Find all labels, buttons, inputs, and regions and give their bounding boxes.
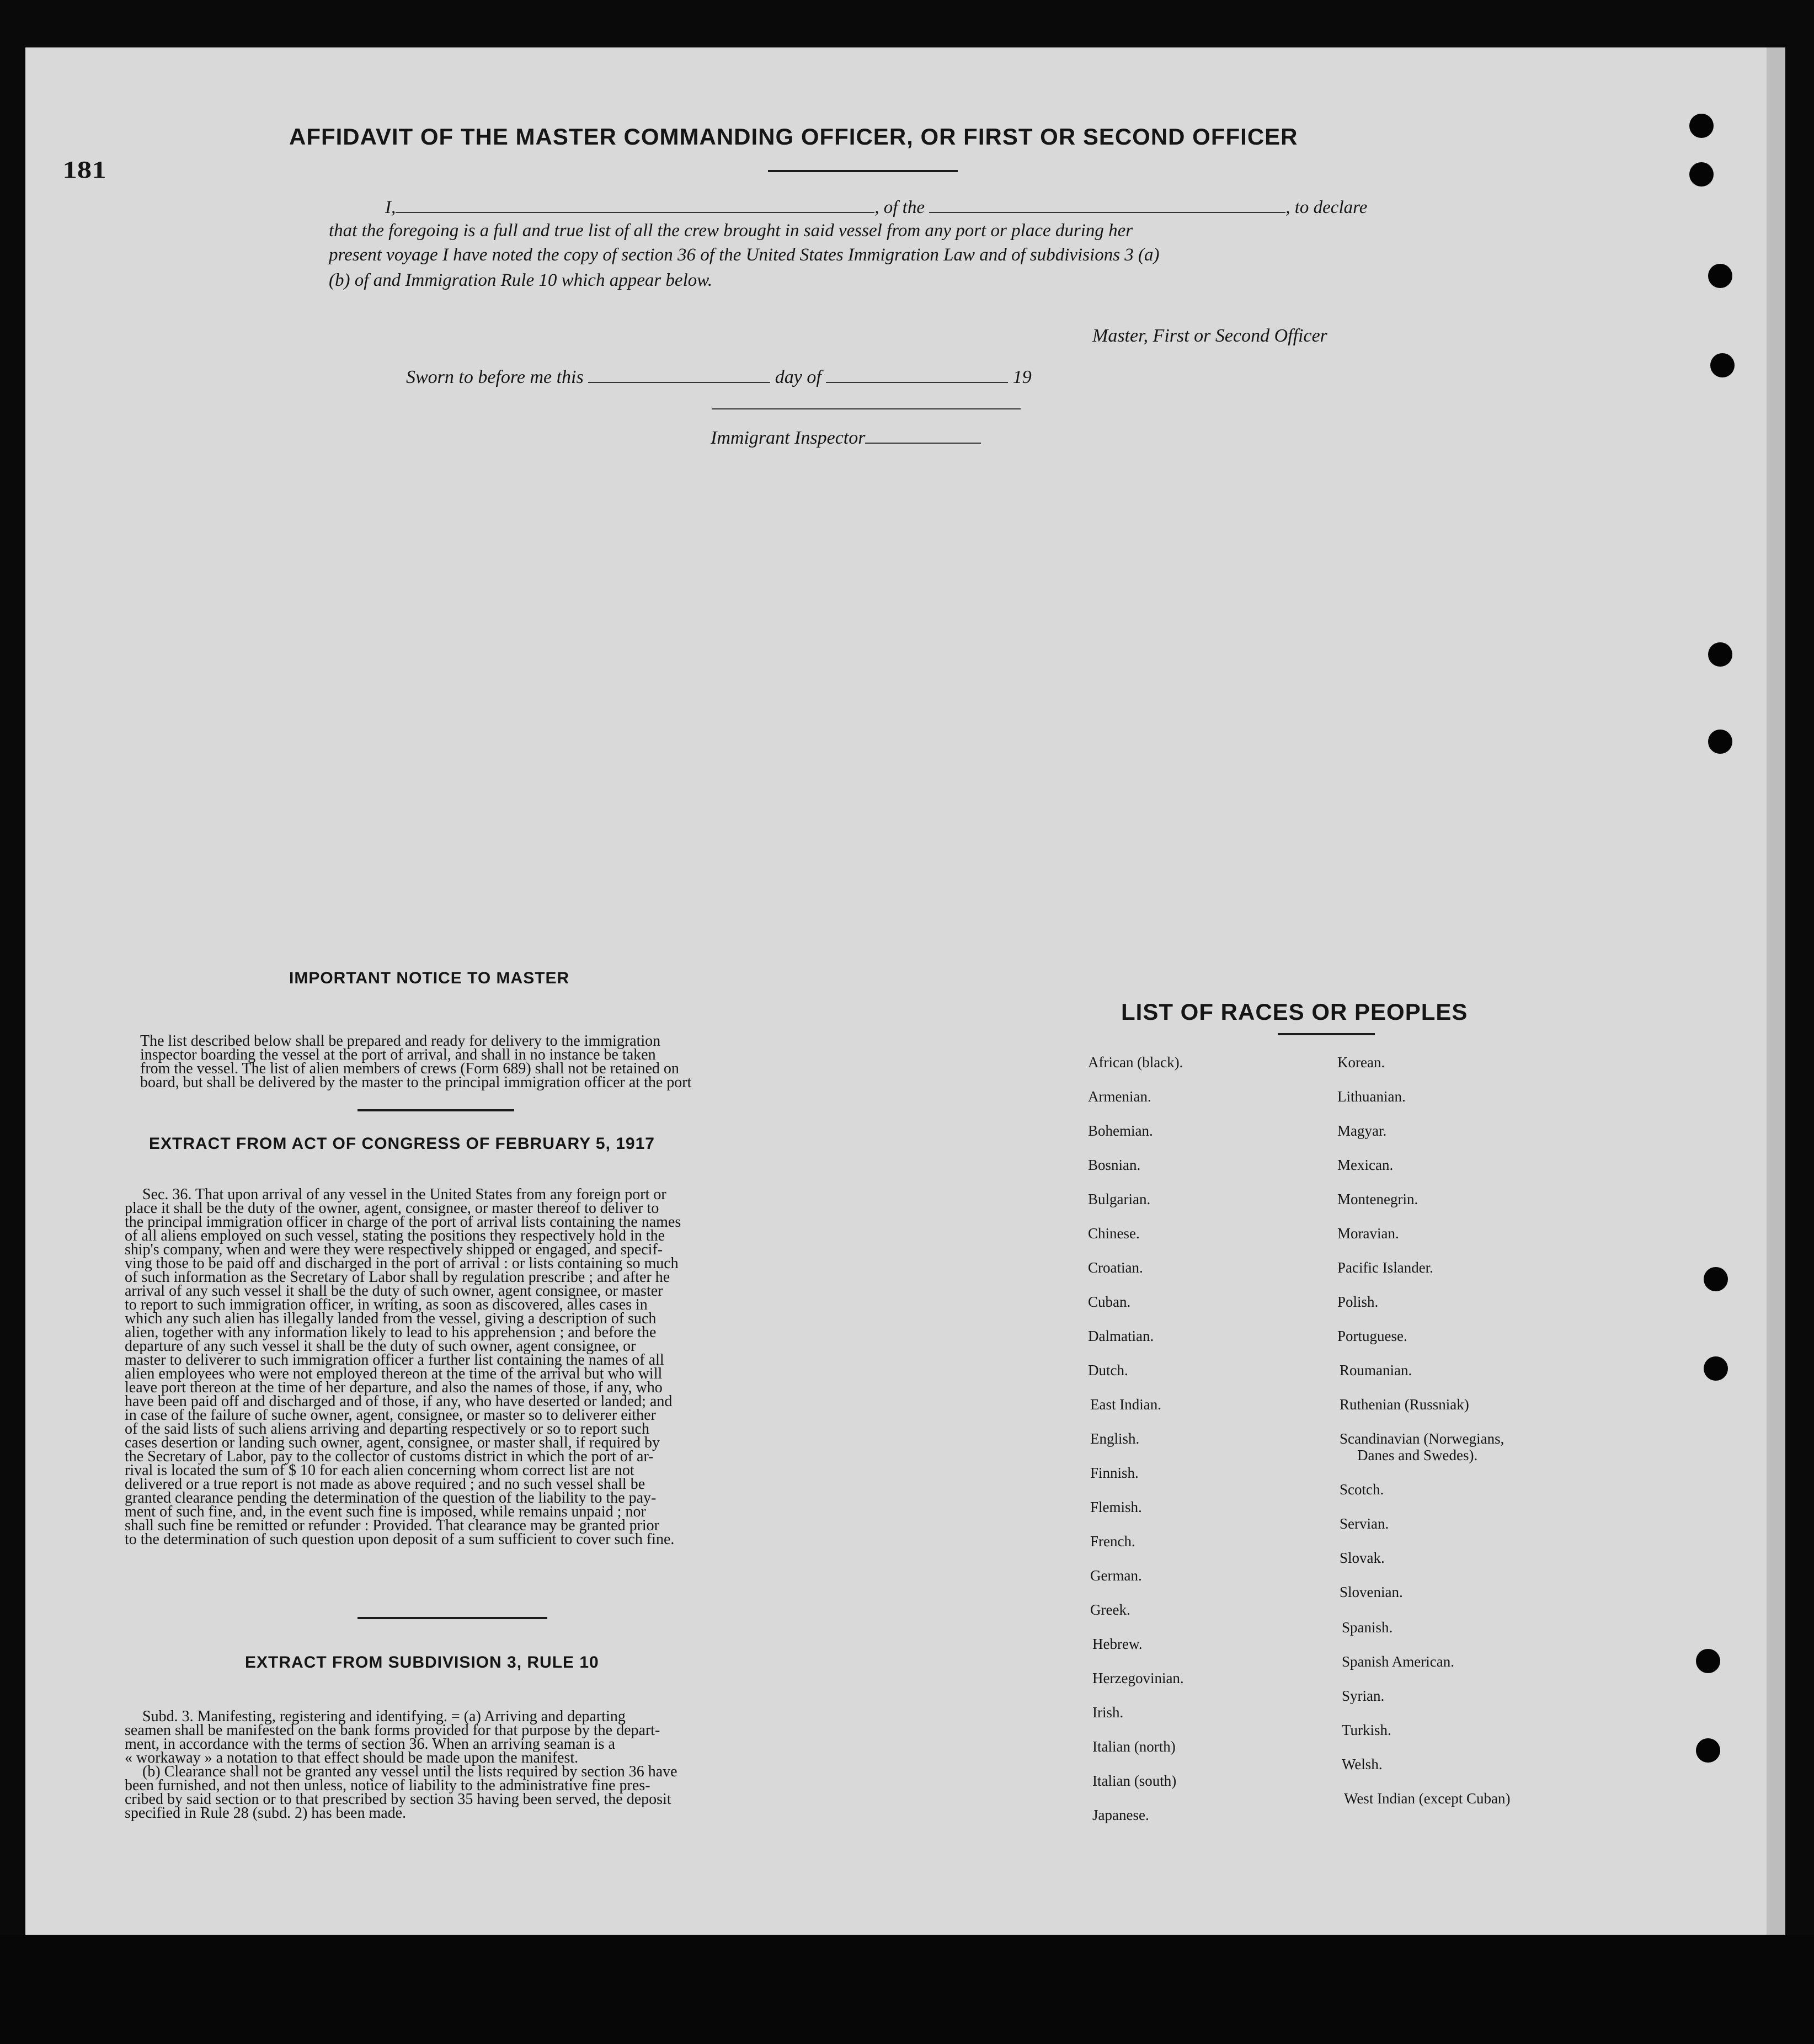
rule-line: cribed by said section or to that prescribed by section 35 having been served, the deposit — [125, 1791, 671, 1808]
affidavit-line-1 — [385, 195, 1367, 218]
race-item: Moravian. — [1337, 1225, 1399, 1242]
race-item-continuation: Danes and Swedes). — [1357, 1447, 1478, 1463]
act-line: ment of such fine, and, in the event such fine is imposed, while remains unpaid ; nor — [125, 1503, 646, 1520]
binder-hole — [1708, 730, 1732, 754]
race-item: Croatian. — [1088, 1259, 1143, 1276]
race-item: Hebrew. — [1092, 1636, 1143, 1652]
inspector-label: Immigrant Inspector — [711, 428, 866, 448]
race-item: Scandinavian (Norwegians, — [1340, 1430, 1504, 1447]
race-item: Spanish. — [1342, 1619, 1393, 1636]
page-edge — [1767, 47, 1785, 1935]
act-line: master to deliverer to such immigration officer a further list containing the names of all — [125, 1351, 664, 1369]
notice-line: inspector boarding the vessel at the port of arrival, and shall in no instance be taken — [140, 1046, 656, 1063]
race-item: Portuguese. — [1337, 1328, 1407, 1344]
notice-title: IMPORTANT NOTICE TO MASTER — [289, 969, 570, 987]
race-item: Ruthenian (Russniak) — [1340, 1396, 1469, 1413]
race-item: Slovenian. — [1340, 1584, 1403, 1600]
act-line: to the determination of such question upon deposit of a sum sufficient to cover such fine. — [125, 1531, 675, 1548]
notice-line: board, but shall be delivered by the master to the principal immigration officer at the port — [140, 1074, 692, 1091]
act-line: to report to such immigration officer, in writing, as soon as discovered, alles cases in — [125, 1296, 648, 1313]
margin-number: 181 — [62, 156, 106, 183]
race-item: Magyar. — [1337, 1122, 1387, 1139]
scan-background — [0, 1935, 1814, 2044]
sworn-label: Sworn to before me this — [406, 367, 584, 387]
race-item: African (black). — [1088, 1054, 1183, 1071]
act-line: cases desertion or landing such owner, agent, consignee, or master shall, if required by — [125, 1434, 660, 1451]
affidavit-title: AFFIDAVIT OF THE MASTER COMMANDING OFFICER, OR FIRST OR SECOND OFFICER — [289, 124, 1298, 150]
act-line: in case of the failure of suche owner, agent, consignee, or master so to deliverer either — [125, 1407, 656, 1424]
act-line: Sec. 36. That upon arrival of any vessel in the United States from any foreign port or — [142, 1186, 666, 1203]
act-line: departure of any such vessel it shall be the duty of such owner, agent consignee, or — [125, 1338, 636, 1355]
race-item: Bosnian. — [1088, 1157, 1141, 1173]
sworn-month-field[interactable] — [826, 365, 1008, 383]
race-item: French. — [1090, 1533, 1135, 1550]
act-line: place it shall be the duty of the owner, agent, consignee, or master thereof to deliver to — [125, 1200, 659, 1217]
act-line: the principal immigration officer in charge of the port of arrival lists containing the names — [125, 1213, 681, 1231]
act-line: have been paid off and discharged and of those, if any, who have deserted or landed; and — [125, 1393, 673, 1410]
race-item: Mexican. — [1337, 1157, 1394, 1173]
binder-hole — [1704, 1267, 1728, 1291]
act-line: granted clearance pending the determination of the question of the liability to the pay- — [125, 1489, 657, 1507]
races-title-rule — [1278, 1033, 1375, 1035]
act-line: ship's company, when and were they were respectively shipped or engaged, and specif- — [125, 1241, 663, 1258]
declarant-name-field[interactable] — [396, 195, 874, 213]
binder-hole — [1696, 1738, 1720, 1763]
rule-line: specified in Rule 28 (subd. 2) has been made. — [125, 1805, 407, 1822]
race-item: English. — [1090, 1430, 1140, 1447]
signature-rule — [712, 408, 1021, 409]
race-item: Roumanian. — [1340, 1362, 1412, 1378]
race-item: Korean. — [1337, 1054, 1385, 1071]
race-item: Lithuanian. — [1337, 1088, 1406, 1105]
act-line: arrival of any such vessel it shall be the duty of such owner, agent consignee, or master — [125, 1282, 663, 1300]
race-item: Pacific Islander. — [1337, 1259, 1433, 1276]
race-item: Irish. — [1092, 1704, 1124, 1721]
race-item: Italian (north) — [1092, 1738, 1176, 1755]
act-line: leave port thereon at the time of her departure, and also the names of those, if any, who — [125, 1379, 663, 1396]
race-item: Finnish. — [1090, 1465, 1139, 1481]
act-line: which any such alien has illegally landed from the vessel, giving a description of such — [125, 1310, 657, 1327]
act-extract-title: EXTRACT FROM ACT OF CONGRESS OF FEBRUARY 5, 1917 — [149, 1135, 655, 1153]
affidavit-line-3: present voyage I have noted the copy of section 36 of the United States Immigration Law and of subdivisions 3 (a) — [329, 245, 1160, 265]
title-rule — [768, 170, 958, 172]
races-title: LIST OF RACES OR PEOPLES — [1121, 999, 1468, 1025]
of-the-label: , of the — [874, 198, 925, 217]
race-item: German. — [1090, 1567, 1142, 1584]
rule-line: seamen shall be manifested on the bank forms provided for that purpose by the depart- — [125, 1722, 660, 1739]
race-item: Servian. — [1340, 1515, 1389, 1532]
binder-hole — [1689, 114, 1714, 138]
race-item: Flemish. — [1090, 1499, 1142, 1515]
sworn-line — [406, 365, 1032, 388]
race-item: Polish. — [1337, 1294, 1379, 1310]
race-item: Turkish. — [1342, 1722, 1391, 1738]
race-item: Slovak. — [1340, 1550, 1385, 1566]
section-rule — [358, 1109, 514, 1111]
rule-line: been furnished, and not then unless, notice of liability to the administrative fine pres- — [125, 1777, 650, 1794]
act-line: shall such fine be remitted or refunder : Provided. That clearance may be granted prior — [125, 1517, 659, 1534]
notice-line: from the vessel. The list of alien members of crews (Form 689) shall not be retained on — [140, 1060, 679, 1077]
race-item: West Indian (except Cuban) — [1344, 1790, 1511, 1807]
race-item: Armenian. — [1088, 1088, 1151, 1105]
race-item: Cuban. — [1088, 1294, 1131, 1310]
act-line: delivered or a true report is not made as above required ; and no such vessel shall be — [125, 1476, 645, 1493]
binder-hole — [1710, 353, 1735, 377]
act-line: of such information as the Secretary of Labor shall by regulation prescribe ; and after he — [125, 1269, 670, 1286]
inspector-signature-field[interactable] — [865, 426, 981, 444]
act-line: of all aliens employed on such vessel, stating the positions they respectively hold in the — [125, 1227, 665, 1244]
race-item: Dalmatian. — [1088, 1328, 1154, 1344]
vessel-name-field[interactable] — [929, 195, 1285, 213]
section-rule — [358, 1617, 547, 1619]
year-prefix: 19 — [1012, 367, 1032, 387]
race-item: Welsh. — [1342, 1756, 1383, 1772]
race-item: Montenegrin. — [1337, 1191, 1418, 1207]
act-line: alien employees who were not employed thereon at the time of the arrival but who will — [125, 1365, 663, 1382]
act-line: ving those to be paid off and discharged in the port of arrival : or lists containing so much — [125, 1255, 679, 1272]
act-line: of the said lists of such aliens arriving and departing respectively or so to report such — [125, 1420, 649, 1438]
binder-hole — [1708, 264, 1732, 288]
to-declare-label: , to declare — [1285, 198, 1368, 217]
binder-hole — [1708, 642, 1732, 667]
affidavit-line-4: (b) of and Immigration Rule 10 which appear below. — [329, 270, 713, 290]
binder-hole — [1704, 1356, 1728, 1381]
act-line: rival is located the sum of $ 10 for each alien concerning whom correct list are not — [125, 1462, 634, 1479]
rule-line: Subd. 3. Manifesting, registering and identifying. = (a) Arriving and departing — [142, 1708, 626, 1725]
rule-line: ment, in accordance with the terms of section 36. When an arriving seaman is a — [125, 1736, 615, 1753]
sworn-day-field[interactable] — [588, 365, 770, 383]
rule-line: « workaway » a notation to that effect should be made upon the manifest. — [125, 1749, 579, 1766]
rule-line: (b) Clearance shall not be granted any vessel until the lists required by section 36 have — [142, 1763, 677, 1780]
declarant-label: I, — [385, 198, 396, 217]
act-line: alien, together with any information likely to lead to his apprehension ; and before the — [125, 1324, 657, 1341]
race-item: Syrian. — [1342, 1688, 1385, 1704]
document-sheet — [25, 47, 1767, 1935]
affidavit-line-2: that the foregoing is a full and true list of all the crew brought in said vessel from any port or place during her — [329, 221, 1133, 241]
day-of-label: day of — [775, 367, 821, 387]
race-item: Bulgarian. — [1088, 1191, 1151, 1207]
race-item: Chinese. — [1088, 1225, 1140, 1242]
notice-line: The list described below shall be prepared and ready for delivery to the immigration — [140, 1032, 661, 1050]
binder-hole — [1696, 1649, 1720, 1673]
inspector-line — [711, 426, 981, 449]
race-item: Herzegovinian. — [1092, 1670, 1184, 1686]
rule-extract-title: EXTRACT FROM SUBDIVISION 3, RULE 10 — [245, 1653, 599, 1672]
race-item: Scotch. — [1340, 1481, 1384, 1498]
master-signature-label: Master, First or Second Officer — [1092, 326, 1327, 346]
binder-hole — [1689, 162, 1714, 187]
race-item: Spanish American. — [1342, 1653, 1454, 1670]
race-item: Japanese. — [1092, 1807, 1149, 1823]
race-item: East Indian. — [1090, 1396, 1161, 1413]
race-item: Greek. — [1090, 1601, 1130, 1618]
act-line: the Secretary of Labor, pay to the collector of customs district in which the port of ar- — [125, 1448, 654, 1465]
race-item: Italian (south) — [1092, 1772, 1177, 1789]
race-item: Bohemian. — [1088, 1122, 1153, 1139]
race-item: Dutch. — [1088, 1362, 1128, 1378]
